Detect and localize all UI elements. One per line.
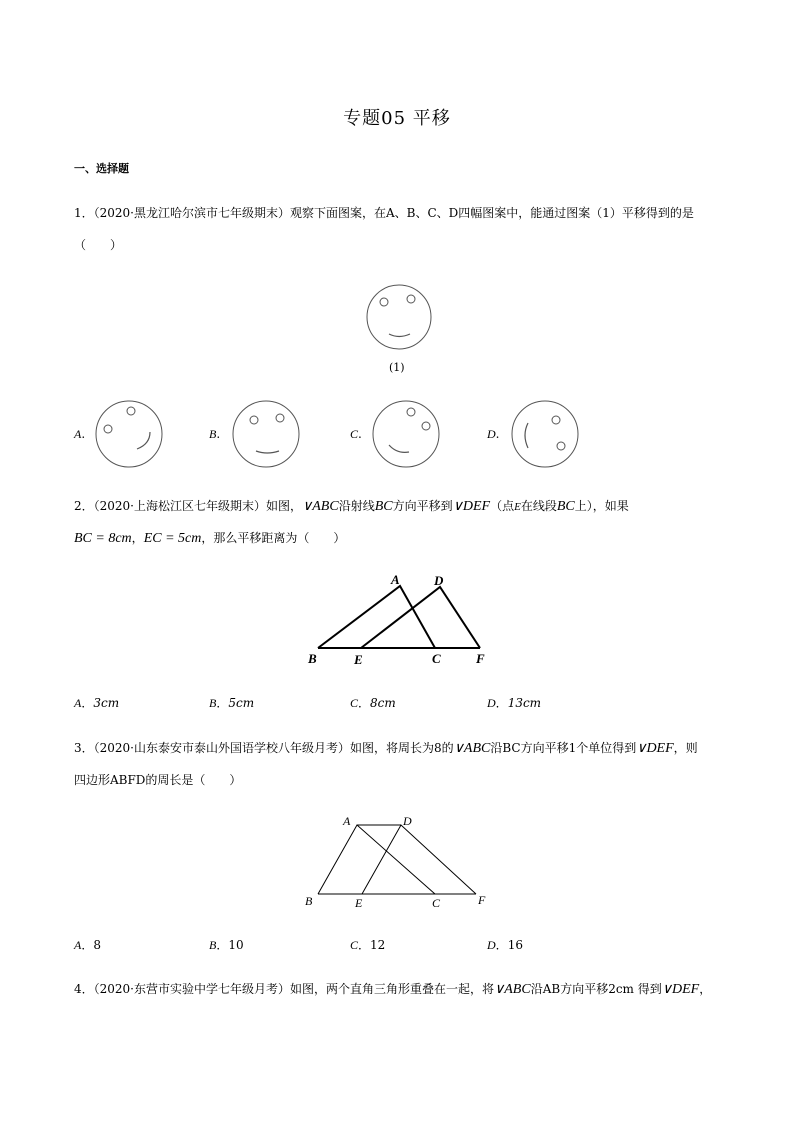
section-heading: 一、选择题 xyxy=(74,162,129,175)
q2-fig-label-d: D xyxy=(434,573,444,588)
page-title: 专题05 平移 xyxy=(343,108,451,129)
q2-fig-label-c: C xyxy=(432,651,441,666)
q1-stem-line1: 1．（2020·黑龙江哈尔滨市七年级期末）观察下面图案，在A、B、C、D四幅图案中，能通过图案（1）平移得到的是 xyxy=(74,206,694,220)
q1-option-b[interactable]: B. xyxy=(209,427,221,441)
q2-option-c[interactable]: C．8cm xyxy=(350,696,396,710)
q1-figure-1-smiley xyxy=(362,283,442,353)
q2-fig-label-b: B xyxy=(308,651,317,666)
q3-option-c[interactable]: C．12 xyxy=(350,938,386,952)
q3-fig-label-e: E xyxy=(355,896,363,910)
q3-figure-trapezoid xyxy=(300,810,496,910)
q3-fig-label-d: D xyxy=(403,814,412,828)
q2-fig-label-e: E xyxy=(354,652,363,667)
q1-figure-1-caption: (1) xyxy=(389,361,405,374)
q1-option-d-smiley xyxy=(508,399,584,471)
q3-stem-line1: 3．（2020·山东泰安市泰山外国语学校八年级月考）如图，将周长为8的∨ABC沿BC方向平移1个单位得到∨DEF，则 xyxy=(74,741,698,756)
q1-option-c-smiley xyxy=(369,399,445,471)
q3-fig-label-b: B xyxy=(305,894,313,908)
q3-stem-line2: 四边形ABFD的周长是（ ） xyxy=(74,773,242,787)
q3-option-d[interactable]: D．16 xyxy=(487,938,523,952)
q2-fig-label-a: A xyxy=(391,572,400,587)
q2-stem-line1: 2．（2020·上海松江区七年级期末）如图，∨ABC沿射线BC方向平移到∨DEF（点E在线段BC上），如果 xyxy=(74,499,629,514)
q2-option-b[interactable]: B．5cm xyxy=(209,696,255,710)
q2-stem-line2: BC = 8cm，EC = 5cm，那么平移距离为（ ） xyxy=(74,531,346,546)
q1-option-a-smiley xyxy=(92,399,168,471)
q4-stem-line1: 4．（2020·东营市实验中学七年级月考）如图，两个直角三角形重叠在一起，将∨ABC沿AB方向平移2cm 得到∨DEF， xyxy=(74,982,712,997)
q1-option-b-smiley xyxy=(228,399,304,471)
q3-fig-label-f: F xyxy=(478,893,486,907)
q2-figure-triangles xyxy=(304,570,496,670)
q1-option-d[interactable]: D. xyxy=(487,427,500,441)
q1-stem-line2: （ ） xyxy=(74,238,123,252)
q1-option-c[interactable]: C. xyxy=(350,427,362,441)
q3-fig-label-c: C xyxy=(432,896,441,910)
q2-option-d[interactable]: D．13cm xyxy=(487,696,542,710)
q3-option-a[interactable]: A．8 xyxy=(74,938,101,952)
q2-option-a[interactable]: A．3cm xyxy=(74,696,120,710)
q2-fig-label-f: F xyxy=(476,651,485,666)
q3-option-b[interactable]: B．10 xyxy=(209,938,244,952)
q1-option-a[interactable]: A. xyxy=(74,427,86,441)
q3-fig-label-a: A xyxy=(343,814,351,828)
